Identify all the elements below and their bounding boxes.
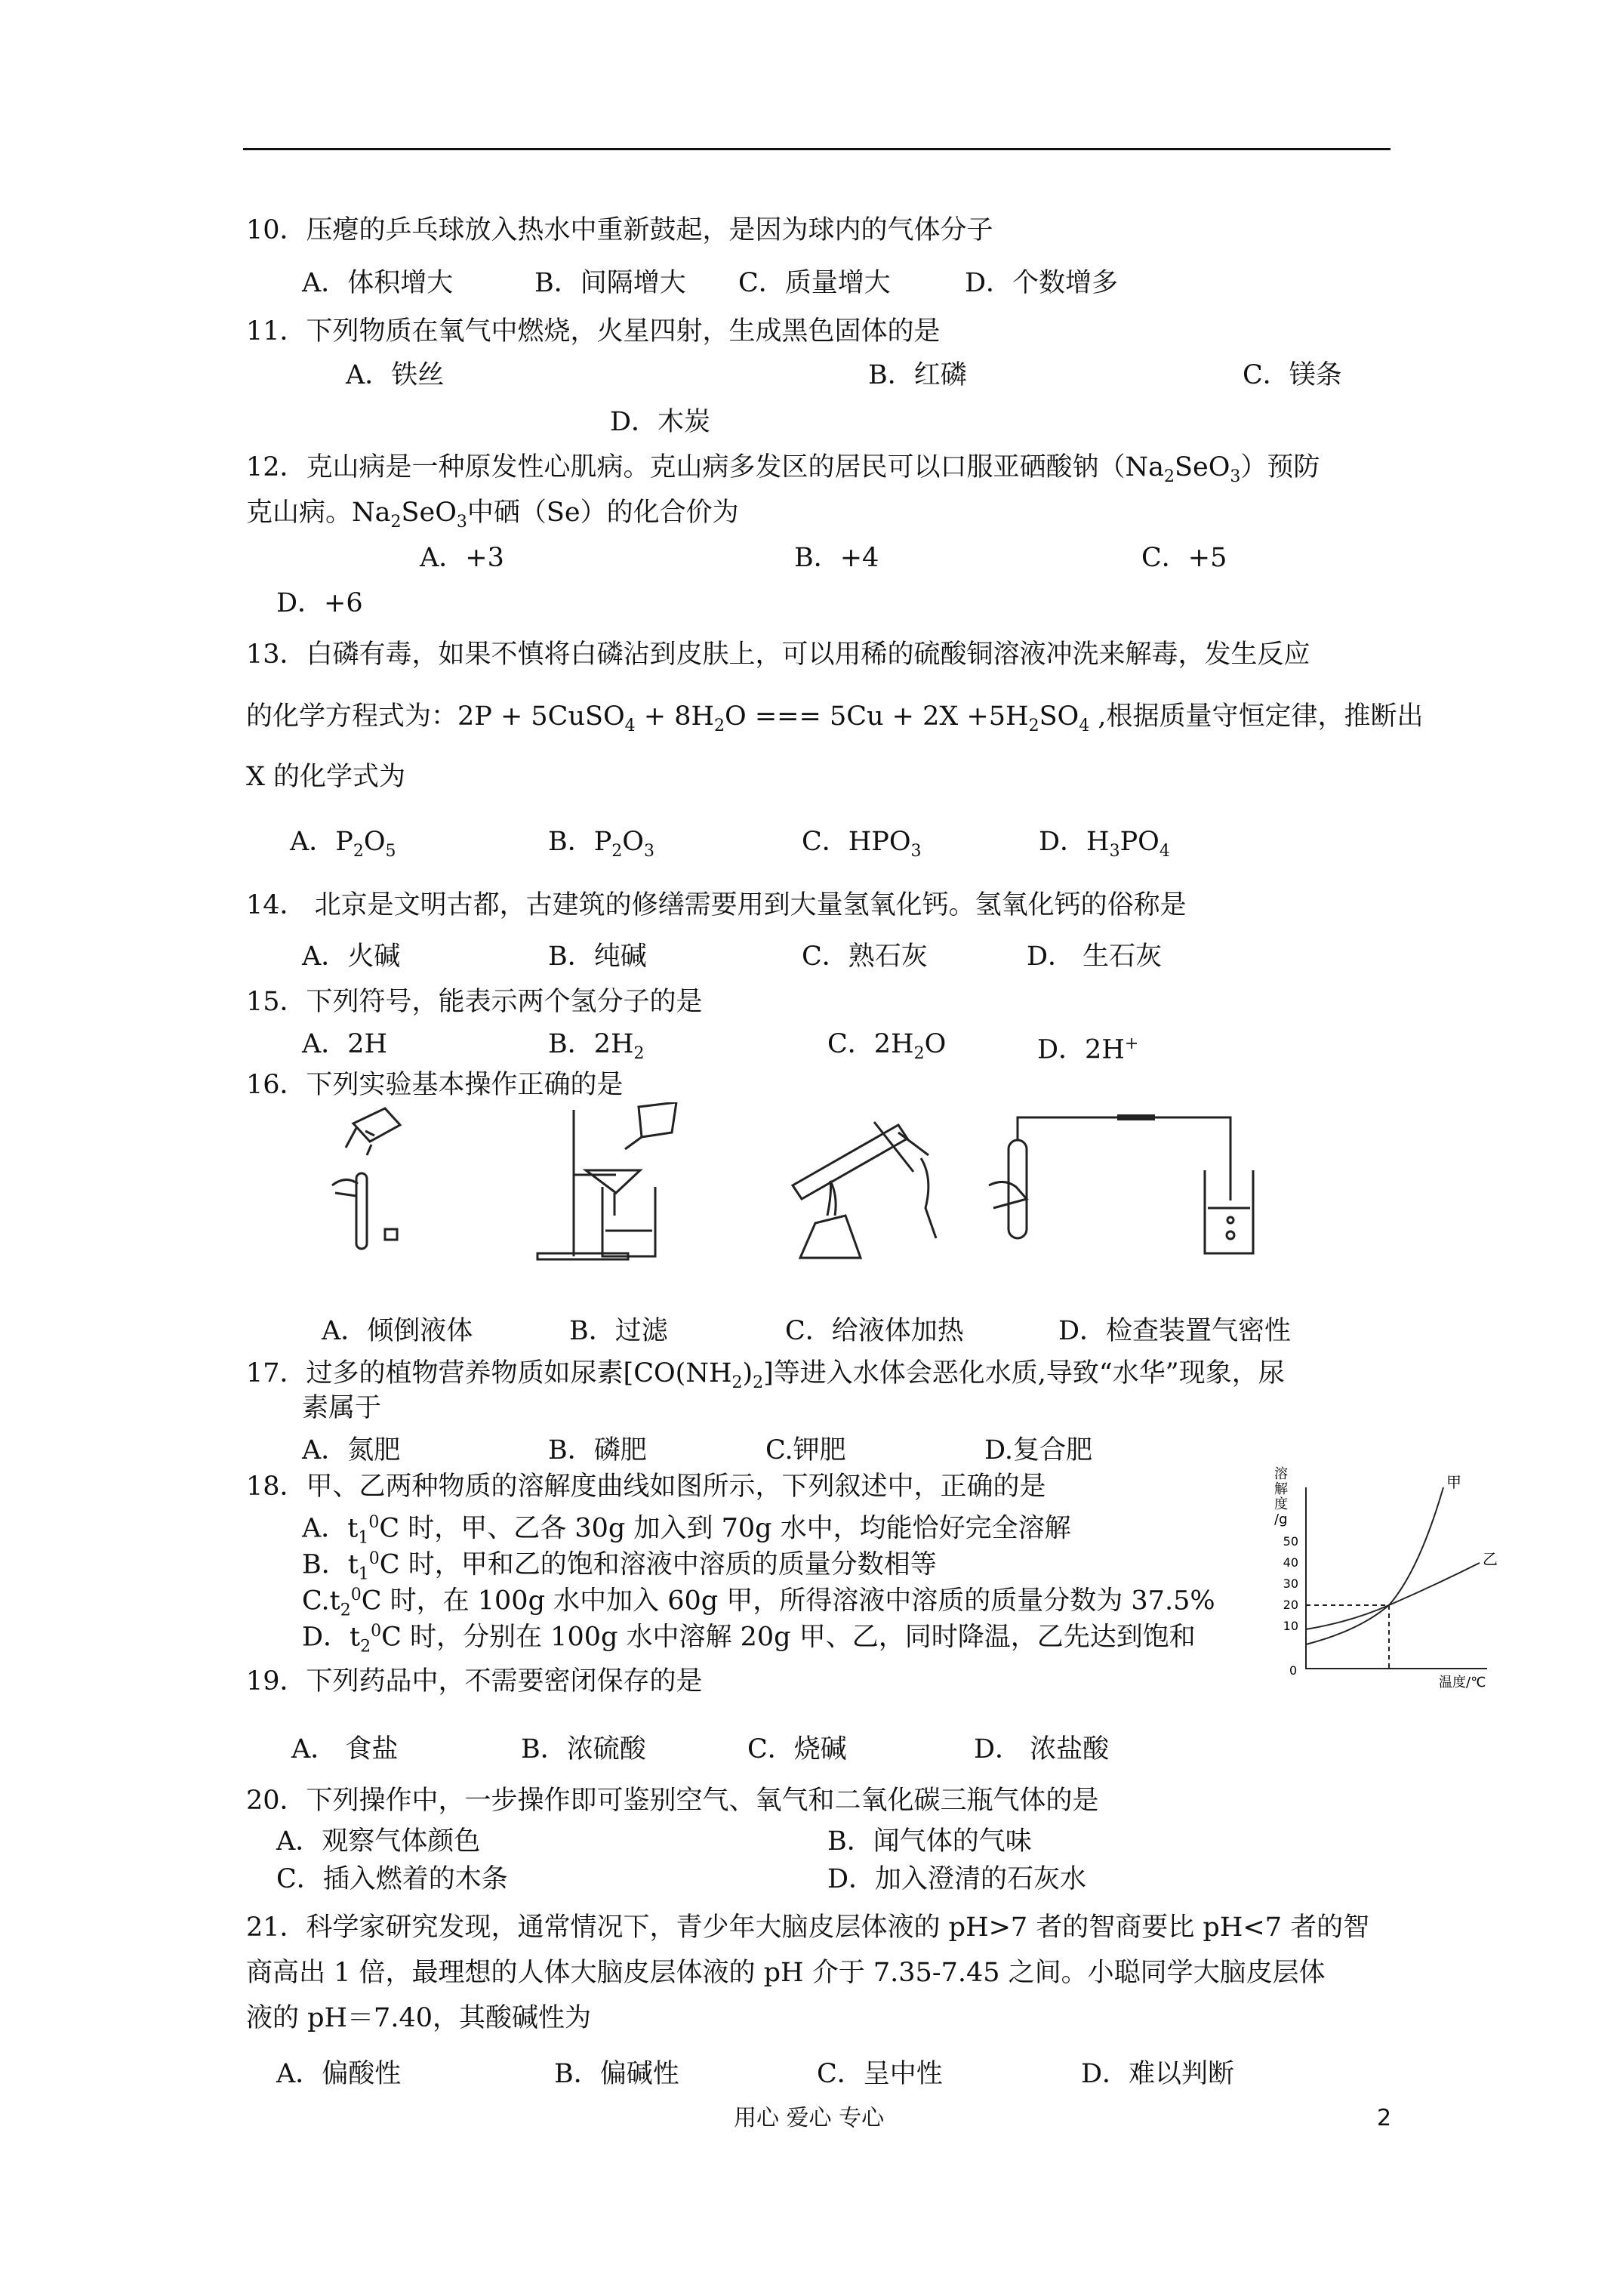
q21-line2: 商高出 1 倍，最理想的人体大脑皮层体液的 pH 介于 7.35-7.45 之间。小聪同学大脑皮层体 — [246, 1958, 1326, 1988]
q15-option-d: D．2H+ — [1037, 1034, 1139, 1065]
q18-stem: 18．甲、乙两种物质的溶解度曲线如图所示，下列叙述中，正确的是 — [246, 1472, 1046, 1502]
q16-option-d: D．检查装置气密性 — [1058, 1316, 1292, 1346]
q11-stem: 11．下列物质在氧气中燃烧，火星四射，生成黑色固体的是 — [246, 316, 941, 347]
q16-stem: 16．下列实验基本操作正确的是 — [246, 1070, 624, 1100]
q19-option-a: A． 食盐 — [291, 1734, 399, 1764]
graph-ytick-10: 10 — [1283, 1619, 1298, 1633]
q19-option-b: B．浓硫酸 — [521, 1734, 646, 1764]
q19-option-d: D． 浓盐酸 — [974, 1734, 1110, 1764]
graph-label-yi: 乙 — [1483, 1550, 1498, 1568]
header-rule — [243, 148, 1390, 150]
q10-option-c: C．质量增大 — [738, 268, 891, 298]
graph-x-title: 温度/℃ — [1439, 1675, 1486, 1690]
q13-equation-line: 的化学方程式为：2P + 5CuSO$_4$ + $8H_2O$ === $5Cu + 2X +5H_2SO_4$ ,根据质量守恒定律，推断出 — [246, 701, 1424, 735]
graph-ytick-50: 50 — [1283, 1534, 1298, 1549]
graph-ytick-20: 20 — [1283, 1598, 1298, 1612]
q12-option-c: C．+5 — [1141, 543, 1227, 573]
q20-stem: 20．下列操作中，一步操作即可鉴别空气、氧气和二氧化碳三瓶气体的是 — [246, 1786, 1099, 1816]
q17-option-b: B．磷肥 — [548, 1435, 647, 1465]
graph-ytick-40: 40 — [1283, 1555, 1298, 1570]
q12-line2: 克山病。$Na_2SeO_3$中硒（Se）的化合价为 — [246, 498, 739, 532]
q18-option-c: $C.t_2^0C$ 时，在 100g 水中加入 60g 甲，所得溶液中溶质的质量分数为 37.5% — [302, 1586, 1215, 1620]
q21-option-b: B．偏碱性 — [554, 2059, 679, 2089]
graph-y-title-1: 溶 — [1274, 1466, 1288, 1482]
q18-option-b: B．$t_1^0C$ 时，甲和乙的饱和溶液中溶质的质量分数相等 — [302, 1549, 937, 1584]
q21-option-a: A．偏酸性 — [276, 2059, 402, 2089]
q21-option-c: C．呈中性 — [817, 2059, 943, 2089]
q15-stem: 15．下列符号，能表示两个氢分子的是 — [246, 987, 703, 1017]
q14-option-b: B．纯碱 — [548, 942, 647, 972]
q14-stem: 14． 北京是文明古都，古建筑的修缮需要用到大量氢氧化钙。氢氧化钙的俗称是 — [246, 890, 1187, 920]
graph-origin: 0 — [1289, 1663, 1298, 1678]
filtration-illustration — [537, 1102, 676, 1259]
q12-option-a: A．+3 — [420, 543, 504, 573]
graph-label-jia: 甲 — [1446, 1473, 1461, 1491]
curve-jia — [1306, 1487, 1443, 1644]
page-number: 2 — [1377, 2105, 1392, 2131]
q18-option-a: A．$t_1^0C$ 时，甲、乙各 30g 加入到 70g 水中，均能恰好完全溶解 — [302, 1513, 1071, 1548]
q11-option-a: A．铁丝 — [346, 360, 445, 390]
q20-option-c: C．插入燃着的木条 — [276, 1864, 508, 1894]
solubility-curve-graph — [1261, 1457, 1510, 1691]
q21-option-d: D．难以判断 — [1081, 2059, 1235, 2089]
q19-option-c: C．烧碱 — [747, 1734, 847, 1764]
pouring-liquid-illustration — [332, 1108, 400, 1249]
curve-yi — [1306, 1563, 1480, 1629]
q17-option-a: A．氮肥 — [302, 1435, 401, 1465]
q20-option-a: A．观察气体颜色 — [276, 1826, 481, 1857]
q20-option-b: B．闻气体的气味 — [827, 1826, 1032, 1857]
q16-option-b: B．过滤 — [569, 1316, 668, 1346]
q13-option-b: B．$P_2O_3$ — [548, 827, 654, 861]
q17-option-c: C.钾肥 — [765, 1435, 846, 1465]
q13-line1: 13．白磷有毒，如果不慎将白磷沾到皮肤上，可以用稀的硫酸铜溶液冲洗来解毒，发生反应 — [246, 639, 1310, 670]
q11-option-d: D．木炭 — [610, 407, 711, 437]
q20-option-d: D．加入澄清的石灰水 — [827, 1864, 1087, 1894]
airtightness-check-illustration — [989, 1117, 1253, 1253]
q11-option-c: C．镁条 — [1243, 360, 1342, 390]
q13-option-d: D．$H_3PO_4$ — [1039, 827, 1170, 861]
graph-y-title-3: 度 — [1274, 1496, 1288, 1512]
graph-axes — [1306, 1487, 1487, 1669]
q14-option-c: C．熟石灰 — [802, 942, 928, 972]
q13-option-c: C．$HPO_3$ — [802, 827, 922, 861]
q11-option-b: B．红磷 — [868, 360, 967, 390]
footer-motto: 用心 爱心 专心 — [734, 2105, 885, 2131]
q15-option-a: A．2H — [302, 1029, 388, 1059]
graph-ytick-30: 30 — [1283, 1576, 1298, 1591]
graph-y-title-4: /g — [1274, 1512, 1288, 1527]
q10-option-b: B．间隔增大 — [534, 268, 686, 298]
q18-option-d: D．$t_2^0C$ 时，分别在 100g 水中溶解 20g 甲、乙，同时降温，乙先达到饱和 — [302, 1622, 1196, 1657]
q12-option-b: B．+4 — [794, 543, 879, 573]
q21-line3: 液的 pH＝7.40，其酸碱性为 — [246, 2003, 591, 2033]
q16-apparatus-figure — [302, 1102, 1268, 1268]
q12-line1: 12．克山病是一种原发性心肌病。克山病多发区的居民可以口服亚硒酸钠$(Na_2SeO_3)$预防 — [246, 452, 1320, 486]
graph-y-title-2: 解 — [1274, 1481, 1288, 1497]
q16-option-a: A．倾倒液体 — [322, 1316, 473, 1346]
q17-line1: 17．过多的植物营养物质如尿素$[CO(NH_2)_2]$等进入水体会恶化水质,导致“水华”现象，尿 — [246, 1358, 1285, 1392]
q10-stem: 10．压瘪的乒乓球放入热水中重新鼓起，是因为球内的气体分子 — [246, 215, 993, 245]
q13-option-a: A．$P_2O_5$ — [290, 827, 396, 861]
q15-option-b: B．$2H_2$ — [548, 1029, 645, 1063]
q13-line3: X 的化学式为 — [246, 762, 406, 792]
q10-option-a: A．体积增大 — [302, 268, 454, 298]
q14-option-d: D． 生石灰 — [1027, 942, 1163, 972]
q14-option-a: A．火碱 — [302, 942, 401, 972]
q17-option-d: D.复合肥 — [984, 1435, 1092, 1465]
q21-line1: 21．科学家研究发现，通常情况下，青少年大脑皮层体液的 pH>7 者的智商要比 pH<7 者的智 — [246, 1912, 1370, 1943]
q12-option-d: D．+6 — [276, 588, 363, 618]
q15-option-c: C．$2H_2O$ — [827, 1029, 947, 1063]
q19-stem: 19．下列药品中，不需要密闭保存的是 — [246, 1666, 703, 1697]
q10-option-d: D．个数增多 — [965, 268, 1119, 298]
q17-line2: 素属于 — [302, 1393, 382, 1423]
heating-liquid-illustration — [793, 1122, 936, 1258]
q16-option-c: C．给液体加热 — [785, 1316, 964, 1346]
